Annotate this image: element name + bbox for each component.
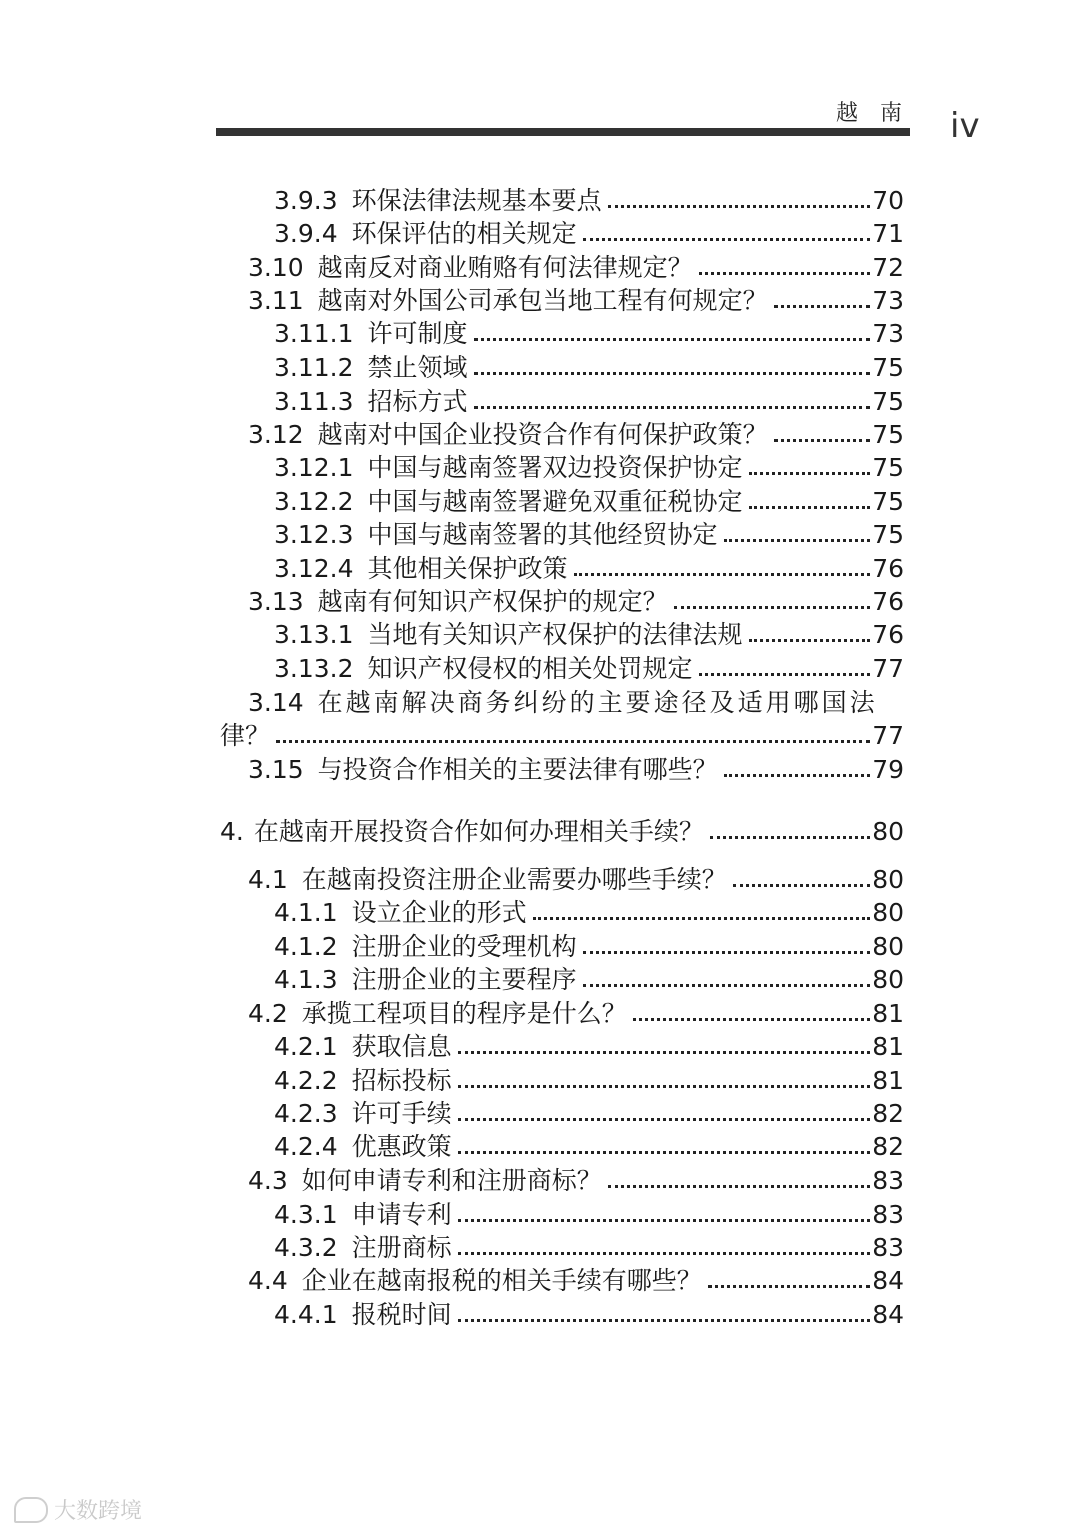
toc-entry-3-11[interactable] (248, 284, 904, 317)
toc-leader (583, 238, 871, 241)
toc-leader (608, 1185, 870, 1188)
toc-entry-4-3-2[interactable] (274, 1231, 904, 1264)
toc-entry-4-4-1[interactable] (274, 1298, 904, 1331)
toc-number: 4.2 (248, 999, 288, 1028)
toc-page: 80 (872, 817, 904, 846)
toc-title: 与投资合作相关的主要法律有哪些？ (317, 755, 718, 784)
toc-page: 75 (872, 353, 904, 382)
toc-leader (574, 573, 871, 576)
toc-page: 70 (872, 186, 904, 215)
toc-title: 注册企业的受理机构 (351, 932, 577, 961)
toc-title: 优惠政策 (351, 1132, 452, 1161)
toc-entry-4-1-3[interactable] (274, 963, 904, 996)
toc-entry-3-13-2[interactable] (274, 652, 904, 685)
toc-leader (699, 673, 871, 676)
toc-number: 3.11.3 (274, 387, 354, 416)
toc-leader (749, 472, 871, 475)
toc-leader (276, 740, 870, 743)
toc-leader (474, 406, 871, 409)
toc-title: 获取信息 (351, 1032, 452, 1061)
running-header-title: 越南 (836, 101, 925, 126)
toc-entry-3-12-2[interactable] (274, 485, 904, 518)
toc-page: 80 (872, 965, 904, 994)
toc-number: 4.1 (248, 865, 288, 894)
toc-number: 3.9.4 (274, 219, 338, 248)
toc-leader (458, 1151, 871, 1154)
toc-entry-3-14[interactable] (248, 686, 904, 719)
toc-title: 在越南开展投资合作如何办理相关手续？ (253, 817, 704, 846)
toc-page: 84 (872, 1300, 904, 1329)
toc-title: 越南反对商业贿赂有何法律规定？ (317, 253, 693, 282)
toc-title: 知识产权侵权的相关处罚规定 (367, 654, 693, 683)
toc-page: 76 (872, 620, 904, 649)
toc-title: 禁止领域 (367, 353, 468, 382)
toc-page: 75 (872, 387, 904, 416)
toc-page: 77 (872, 654, 904, 683)
toc-title: 其他相关保护政策 (367, 554, 568, 583)
toc-page: 80 (872, 898, 904, 927)
toc-title: 越南对外国公司承包当地工程有何规定？ (317, 286, 768, 315)
toc-page: 72 (872, 253, 904, 282)
toc-number: 4.2.4 (274, 1132, 338, 1161)
toc-entry-3-14-continued[interactable] (220, 719, 904, 752)
toc-number: 4.2.3 (274, 1099, 338, 1128)
toc-leader (458, 1252, 871, 1255)
toc-leader (724, 774, 871, 777)
toc-title: 在越南投资注册企业需要办哪些手续？ (301, 865, 727, 894)
toc-entry-3-12-3[interactable] (274, 518, 904, 551)
toc-page: 82 (872, 1099, 904, 1128)
toc-number: 3.9.3 (274, 186, 338, 215)
toc-page: 76 (872, 587, 904, 616)
toc-entry-4-1-2[interactable] (274, 930, 904, 963)
toc-page: 83 (872, 1166, 904, 1195)
toc-number: 4.1.2 (274, 932, 338, 961)
toc-page: 76 (872, 554, 904, 583)
toc-leader (733, 884, 870, 887)
toc-entry-4[interactable] (220, 815, 904, 848)
toc-title: 注册商标 (351, 1233, 452, 1262)
watermark (14, 1494, 142, 1525)
toc-title: 越南有何知识产权保护的规定？ (317, 587, 668, 616)
toc-page: 81 (872, 1066, 904, 1095)
toc-number: 3.14 (248, 688, 304, 717)
toc-leader (774, 305, 871, 308)
toc-number: 4.3.2 (274, 1233, 338, 1262)
toc-title: 中国与越南签署避免双重征税协定 (367, 487, 743, 516)
toc-number: 4.2.2 (274, 1066, 338, 1095)
toc-page: 81 (872, 1032, 904, 1061)
toc-entry-4-2-4[interactable] (274, 1130, 904, 1163)
toc-leader (774, 439, 871, 442)
toc-page: 83 (872, 1200, 904, 1229)
toc-number: 4.4 (248, 1266, 288, 1295)
toc-title: 报税时间 (351, 1300, 452, 1329)
toc-leader (724, 539, 871, 542)
toc-entry-3-12[interactable] (248, 418, 904, 451)
toc-leader (458, 1051, 871, 1054)
toc-page: 75 (872, 420, 904, 449)
toc-entry-3-9-4[interactable] (274, 217, 904, 250)
toc-entry-3-11-3[interactable] (274, 385, 904, 418)
toc-title: 环保评估的相关规定 (351, 219, 577, 248)
toc-number: 3.13.2 (274, 654, 354, 683)
toc-number: 3.12.3 (274, 520, 354, 549)
toc-page: 73 (872, 319, 904, 348)
toc-entry-4-2[interactable] (248, 997, 904, 1030)
toc-entry-4-2-3[interactable] (274, 1097, 904, 1130)
toc-page: 81 (872, 999, 904, 1028)
toc-title: 如何申请专利和注册商标？ (301, 1166, 602, 1195)
toc-number: 3.11.2 (274, 353, 354, 382)
toc-number: 4.1.1 (274, 898, 338, 927)
toc-page: 80 (872, 865, 904, 894)
toc-entry-3-11-2[interactable] (274, 351, 904, 384)
toc-number: 4.4.1 (274, 1300, 338, 1329)
toc-leader (633, 1018, 870, 1021)
toc-number: 3.12.4 (274, 554, 354, 583)
toc-entry-4-1[interactable] (248, 863, 904, 896)
toc-title: 招标投标 (351, 1066, 452, 1095)
toc-title: 在越南解决商务纠纷的主要途径及适用哪国法 (317, 688, 878, 717)
toc-leader (674, 606, 871, 609)
toc-title: 承揽工程项目的程序是什么？ (301, 999, 627, 1028)
toc-page: 83 (872, 1233, 904, 1262)
toc-leader (710, 836, 870, 839)
toc-number: 4.3.1 (274, 1200, 338, 1229)
toc-page: 75 (872, 453, 904, 482)
toc-leader (458, 1319, 871, 1322)
toc-number: 3.12.2 (274, 487, 354, 516)
toc-title: 当地有关知识产权保护的法律法规 (367, 620, 743, 649)
toc-page: 82 (872, 1132, 904, 1161)
toc-entry-3-9-3[interactable] (274, 184, 904, 217)
toc-title: 设立企业的形式 (351, 898, 527, 927)
toc-entry-4-3[interactable] (248, 1164, 904, 1197)
toc-page: 75 (872, 487, 904, 516)
toc-title: 申请专利 (351, 1200, 452, 1229)
toc-number: 3.11.1 (274, 319, 354, 348)
toc-leader (474, 338, 871, 341)
toc-number: 4. (220, 817, 244, 846)
toc-leader (583, 984, 871, 987)
toc-number: 3.10 (248, 253, 304, 282)
toc-title: 招标方式 (367, 387, 468, 416)
toc-page: 79 (872, 755, 904, 784)
header-rule (216, 128, 910, 136)
toc-page: 80 (872, 932, 904, 961)
toc-entry-3-13[interactable] (248, 585, 904, 618)
toc-entry-3-11-1[interactable] (274, 317, 904, 350)
toc-page: 84 (872, 1266, 904, 1295)
toc-page: 75 (872, 520, 904, 549)
toc-number: 3.12.1 (274, 453, 354, 482)
toc-leader (533, 917, 871, 920)
toc-title: 环保法律法规基本要点 (351, 186, 602, 215)
toc-number: 3.11 (248, 286, 304, 315)
toc-entry-4-1-1[interactable] (274, 896, 904, 929)
toc-title: 企业在越南报税的相关手续有哪些？ (301, 1266, 702, 1295)
toc-title: 中国与越南签署双边投资保护协定 (367, 453, 743, 482)
toc-title: 许可制度 (367, 319, 468, 348)
toc-leader (608, 205, 871, 208)
toc-entry-3-10[interactable] (248, 251, 904, 284)
toc-entry-4-4[interactable] (248, 1264, 904, 1297)
toc-number: 4.3 (248, 1166, 288, 1195)
toc-leader (583, 951, 871, 954)
toc-number: 3.12 (248, 420, 304, 449)
toc-number: 4.1.3 (274, 965, 338, 994)
toc-entry-3-12-1[interactable] (274, 451, 904, 484)
toc-number: 3.13 (248, 587, 304, 616)
toc-entry-3-13-1[interactable] (274, 618, 904, 651)
toc-entry-3-12-4[interactable] (274, 552, 904, 585)
toc-page: 73 (872, 286, 904, 315)
toc-number: 3.13.1 (274, 620, 354, 649)
watermark-text: 大数跨境 (54, 1499, 143, 1524)
toc-leader (749, 506, 871, 509)
toc-leader (708, 1285, 870, 1288)
toc-title: 越南对中国企业投资合作有何保护政策？ (317, 420, 768, 449)
toc-title-continued: 律？ (220, 721, 271, 750)
toc-entry-4-3-1[interactable] (274, 1198, 904, 1231)
toc-entry-3-15[interactable] (248, 753, 904, 786)
toc-page: 77 (872, 721, 904, 750)
toc-title: 注册企业的主要程序 (351, 965, 577, 994)
toc-title: 中国与越南签署的其他经贸协定 (367, 520, 718, 549)
toc-leader (474, 372, 871, 375)
toc-page: 71 (872, 219, 904, 248)
toc-entry-4-2-1[interactable] (274, 1030, 904, 1063)
toc-number: 4.2.1 (274, 1032, 338, 1061)
toc-leader (699, 272, 871, 275)
page-number: iv (950, 106, 980, 146)
toc-leader (458, 1118, 871, 1121)
toc-leader (458, 1085, 871, 1088)
toc-leader (458, 1219, 871, 1222)
toc-entry-4-2-2[interactable] (274, 1064, 904, 1097)
toc-number: 3.15 (248, 755, 304, 784)
toc-leader (749, 639, 871, 642)
watermark-logo-icon (14, 1497, 48, 1523)
toc-title: 许可手续 (351, 1099, 452, 1128)
